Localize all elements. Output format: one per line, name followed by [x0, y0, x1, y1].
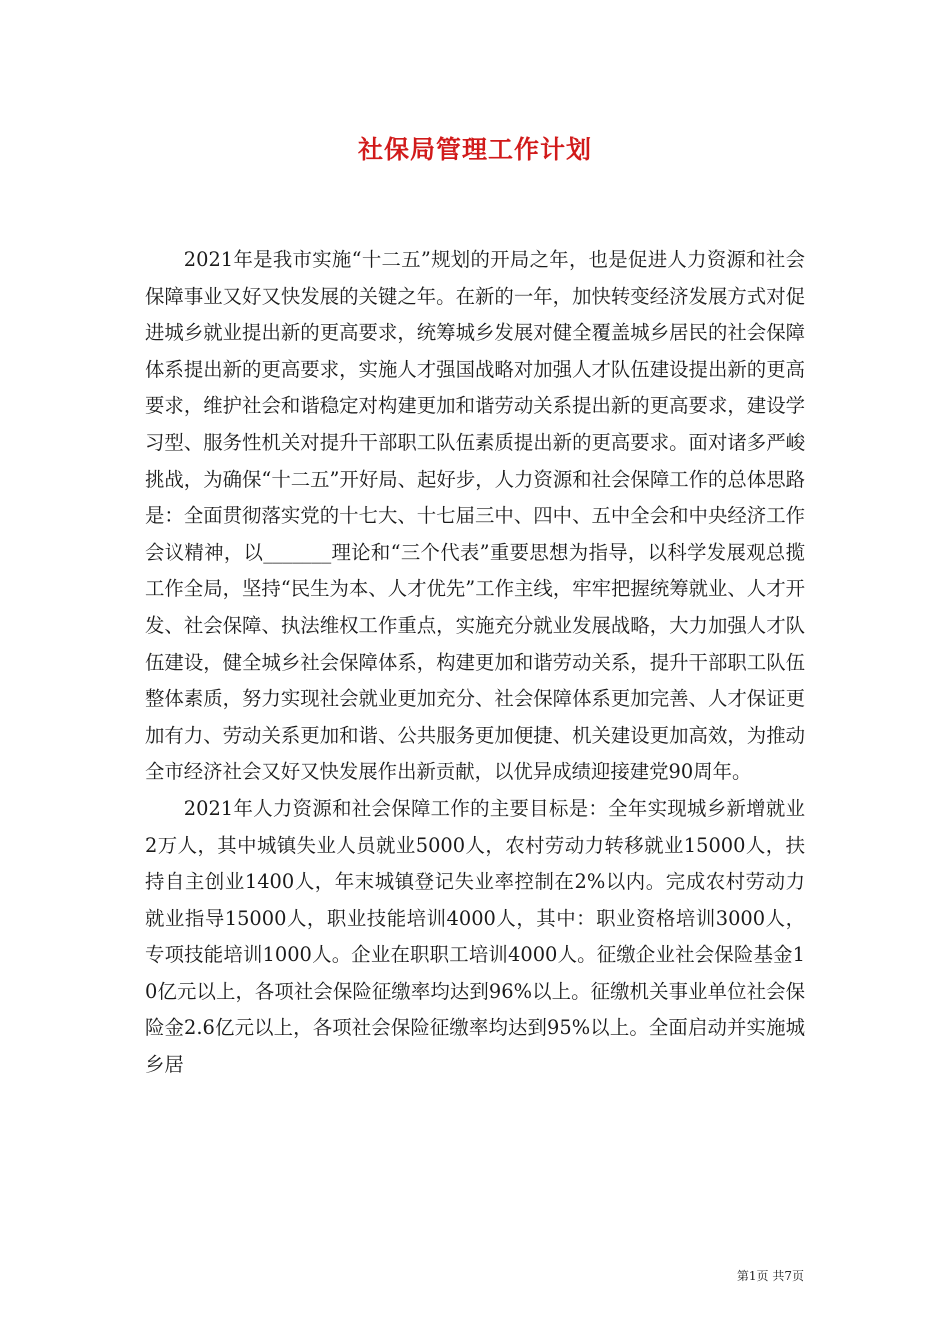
document-body: [145, 242, 805, 1084]
paragraph-1: 2021年是我市实施“十二五”规划的开局之年，也是促进人力资源和社会保障事业又好又快发展的关键之年。在新的一年，加快转变经济发展方式对促进城乡就业提出新的更高要求，统筹城乡发展对健全覆盖城乡居民的社会保障体系提出新的更高要求，实施人才强国战略对加强人才队伍建设提出新的更高要求，维护社会和谐稳定对构建更加和谐劳动关系提出新的更高要求，建设学习型、服务性机关对提升干部职工队伍素质提出新的更高要求。面对诸多严峻挑战，为确保“十二五”开好局、起好步，人力资源和社会保障工作的总体思路是：全面贯彻落实党的十七大、十七届三中、四中、五中全会和中央经济工作会议精神，以_______理论和“三个代表”重要思想为指导，以科学发展观总揽工作全局，坚持“民生为本、人才优先”工作主线，牢牢把握统筹就业、人才开发、社会保障、执法维权工作重点，实施充分就业发展战略，大力加强人才队伍建设，健全城乡社会保障体系，构建更加和谐劳动关系，提升干部职工队伍整体素质，努力实现社会就业更加充分、社会保障体系更加完善、人才保证更加有力、劳动关系更加和谐、公共服务更加便捷、机关建设更加高效，为推动全市经济社会又好又快发展作出新贡献，以优异成绩迎接建党90周年。: [145, 248, 805, 784]
document-title: 社保局管理工作计划: [357, 135, 592, 164]
paragraph-2: 2021年人力资源和社会保障工作的主要目标是：全年实现城乡新增就业2万人，其中城镇失业人员就业5000人，农村劳动力转移就业15000人，扶持自主创业1400人，年末城镇登记失业率控制在2%以内。完成农村劳动力就业指导15000人，职业技能培训4000人，其中：职业资格培训3000人，专项技能培训1000人。企业在职职工培训4000人。征缴企业社会保险基金10亿元以上，各项社会保险征缴率均达到96%以上。征缴机关事业单位社会保险金2.6亿元以上，各项社会保险征缴率均达到95%以上。全面启动并实施城乡居: [145, 796, 805, 1077]
page-number: 第1页 共7页: [736, 1269, 804, 1283]
